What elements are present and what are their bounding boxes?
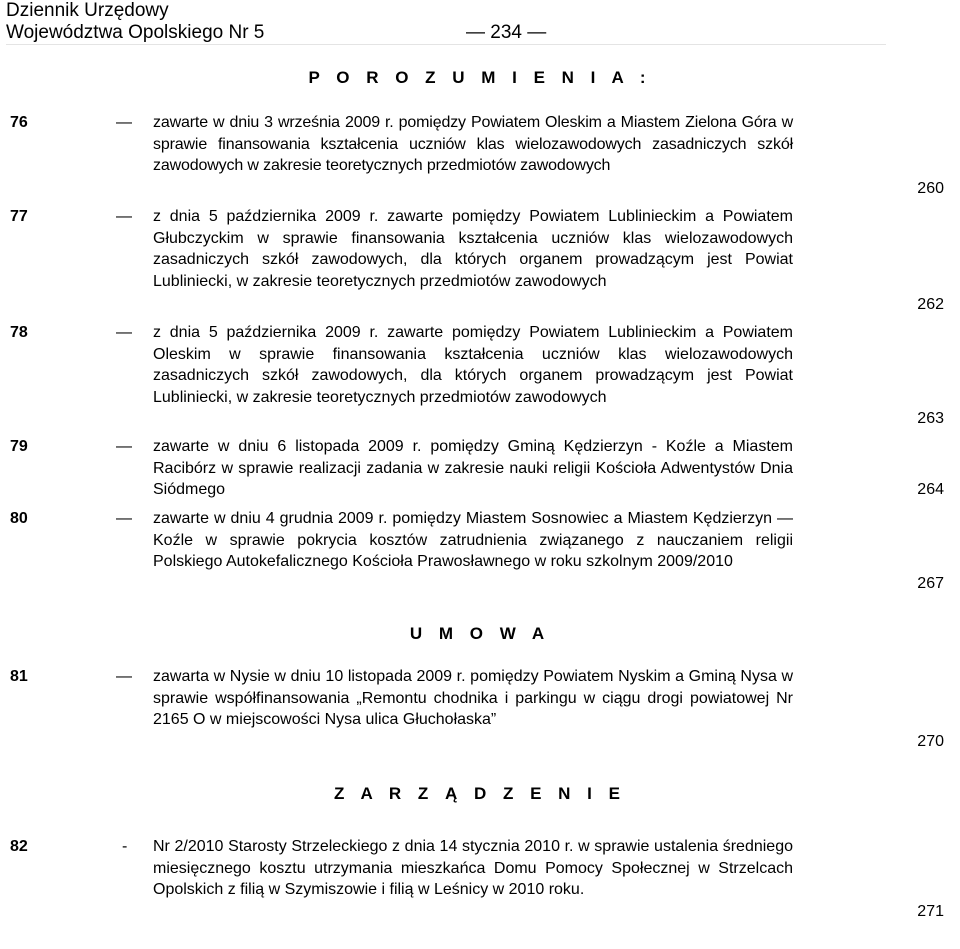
entry-text: zawarte w dniu 4 grudnia 2009 r. pomiędzy Miastem Sosnowiec a Miastem Kędzierzyn — Koźle w sprawie pokrycia kosztów zatrudnienia związanego z nauczaniem religii Polskiego Autokefalicznego Kościoła Prawosławnego w roku szkolnym 2009/2010 (153, 510, 793, 571)
entry-number: 81 (10, 668, 28, 685)
entry-dash: - (122, 838, 128, 855)
entry-page: 271 (917, 903, 944, 920)
entry-text: zawarte w dniu 3 września 2009 r. pomiędzy Powiatem Oleskim a Miastem Zielona Góra w sprawie finansowania kształcenia uczniów klas wielozawodowych zasadniczych szkół zawodowych w zakresie teoretycznych przedmiotów zawodowych (153, 114, 793, 175)
entry-page: 270 (917, 733, 944, 750)
entry-page: 267 (917, 575, 944, 592)
entry-text: Nr 2/2010 Starosty Strzeleckiego z dnia 14 stycznia 2010 r. w sprawie ustalenia średniego miesięcznego kosztu utrzymania mieszkańca Domu Pomocy Społecznej w Strzelcach Opolskich z filią w Szymiszowie i filią w Leśnicy w 2010 roku. (153, 838, 793, 899)
journal-subtitle (6, 22, 946, 44)
entry-dash: — (116, 438, 132, 455)
entry-number: 77 (10, 208, 28, 225)
entry-number: 79 (10, 438, 28, 455)
entry-dash: — (116, 668, 132, 685)
entry-number: 80 (10, 510, 28, 527)
section-title-porozumienia: P O R O Z U M I E N I A : (308, 68, 652, 87)
journal-title: Dziennik Urzędowy (6, 0, 169, 21)
section-title-umowa: U M O W A (409, 624, 551, 643)
section-title-zarzadzenie: Z A R Z Ą D Z E N I E (334, 784, 626, 803)
entry-dash: — (116, 208, 132, 225)
entry-dash: — (116, 324, 132, 341)
entry-page: 262 (917, 296, 944, 313)
entry-text: z dnia 5 października 2009 r. zawarte pomiędzy Powiatem Lublinieckim a Powiatem Głubczyckim w sprawie finansowania kształcenia uczniów klas wielozawodowych zasadniczych szkół zawodowych, dla których organem prowadzącym jest Powiat Lubliniecki, w zakresie teoretycznych przedmiotów zawodowych (153, 208, 793, 290)
entry-text: z dnia 5 października 2009 r. zawarte pomiędzy Powiatem Lublinieckim a Powiatem Oleskim w sprawie finansowania kształcenia uczniów klas wielozawodowych zasadniczych szkół zawodowych, dla których organem prowadzącym jest Powiat Lubliniecki, w zakresie teoretycznych przedmiotów zawodowych (153, 324, 793, 406)
entry-page: 263 (917, 410, 944, 427)
page-number: — 234 — (466, 22, 547, 43)
voivodeship-issue: Województwa Opolskiego Nr 5 (6, 22, 265, 43)
entry-number: 78 (10, 324, 28, 341)
entry-text: zawarta w Nysie w dniu 10 listopada 2009 r. pomiędzy Powiatem Nyskim a Gminą Nysa w sprawie współfinansowania „Remontu chodnika i parkingu w ciągu drogi powiatowej Nr 2165 O w miejscowości Nysa ulica Głuchołaska” (153, 668, 793, 729)
header-rule (6, 44, 886, 45)
entry-page: 264 (917, 481, 944, 498)
entry-text: zawarte w dniu 6 listopada 2009 r. pomiędzy Gminą Kędzierzyn - Koźle a Miastem Racibórz w sprawie realizacji zadania w zakresie nauki religii Kościoła Adwentystów Dnia Siódmego (153, 438, 793, 499)
entry-dash: — (116, 510, 132, 527)
entry-number: 82 (10, 838, 28, 855)
entry-dash: — (116, 114, 132, 131)
entry-number: 76 (10, 114, 28, 131)
page-header (6, 0, 946, 44)
entry-page: 260 (917, 180, 944, 197)
